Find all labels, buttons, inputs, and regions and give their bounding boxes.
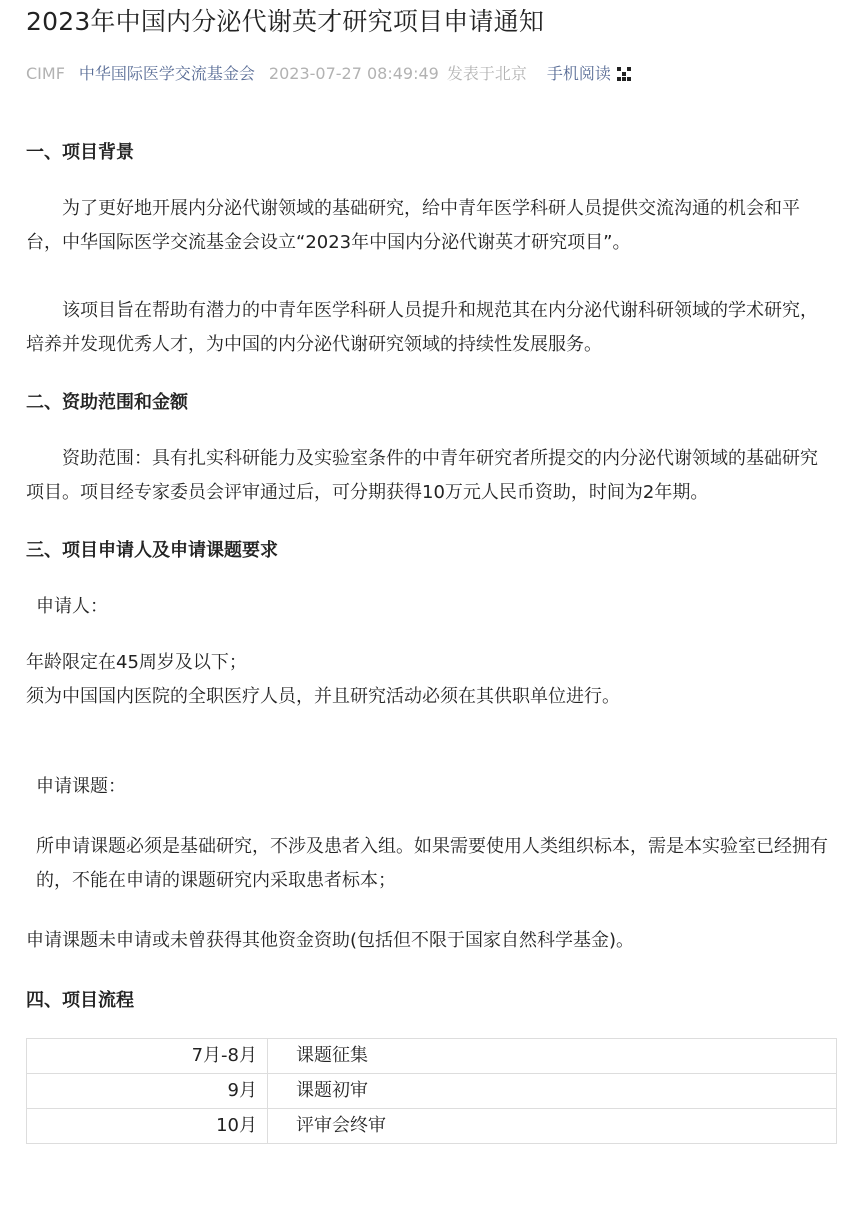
article-meta bbox=[26, 62, 832, 86]
process-step: 评审会终审 bbox=[268, 1109, 837, 1144]
paragraph-funding-scope: 资助范围：具有扎实科研能力及实验室条件的中青年研究者所提交的内分泌代谢领域的基础研究项目。项目经专家委员会评审通过后，可分期获得10万元人民币资助，时间为2年期。 bbox=[26, 448, 818, 503]
process-step: 课题征集 bbox=[268, 1039, 837, 1074]
process-month: 10月 bbox=[27, 1109, 268, 1144]
account-link[interactable]: 中华国际医学交流基金会 bbox=[78, 64, 255, 83]
paragraph-background-2: 该项目旨在帮助有潜力的中青年医学科研人员提升和规范其在内分泌代谢科研领域的学术研究，培养并发现优秀人才，为中国的内分泌代谢研究领域的持续性发展服务。 bbox=[26, 300, 818, 355]
table-row bbox=[27, 1039, 837, 1074]
table-row bbox=[27, 1074, 837, 1109]
article-content bbox=[26, 136, 832, 1144]
section-heading-requirements: 三、项目申请人及申请课题要求 bbox=[26, 540, 278, 561]
publish-location: 发表于北京 bbox=[446, 64, 527, 83]
mobile-read-link[interactable] bbox=[547, 62, 631, 86]
applicant-label: 申请人： bbox=[36, 596, 108, 617]
article-title: 2023年中国内分泌代谢英才研究项目申请通知 bbox=[26, 7, 545, 36]
process-month: 7月-8月 bbox=[27, 1039, 268, 1074]
section-heading-background: 一、项目背景 bbox=[26, 142, 134, 163]
process-month: 9月 bbox=[27, 1074, 268, 1109]
table-row bbox=[27, 1109, 837, 1144]
topic-requirement-funding: 申请课题未申请或未曾获得其他资金资助(包括但不限于国家自然科学基金)。 bbox=[26, 930, 635, 951]
applicant-requirement-employment: 须为中国国内医院的全职医疗人员，并且研究活动必须在其供职单位进行。 bbox=[26, 686, 620, 707]
paragraph-background-1: 为了更好地开展内分泌代谢领域的基础研究，给中青年医学科研人员提供交流沟通的机会和平台，中华国际医学交流基金会设立“2023年中国内分泌代谢英才研究项目”。 bbox=[26, 198, 800, 253]
topic-requirement-basic: 所申请课题必须是基础研究，不涉及患者入组。如果需要使用人类组织标本，需是本实验室已经拥有的，不能在申请的课题研究内采取患者标本； bbox=[36, 836, 828, 891]
section-heading-funding: 二、资助范围和金额 bbox=[26, 392, 188, 413]
author-name: CIMF bbox=[26, 64, 65, 83]
mobile-read-label: 手机阅读 bbox=[546, 64, 611, 83]
section-heading-process: 四、项目流程 bbox=[26, 990, 134, 1011]
process-table bbox=[26, 1038, 837, 1144]
qr-code-icon[interactable] bbox=[617, 67, 631, 81]
applicant-requirement-age: 年龄限定在45周岁及以下； bbox=[26, 652, 247, 673]
process-step: 课题初审 bbox=[268, 1074, 837, 1109]
topic-label: 申请课题： bbox=[36, 776, 126, 797]
publish-time: 2023-07-27 08:49:49 bbox=[268, 64, 439, 83]
